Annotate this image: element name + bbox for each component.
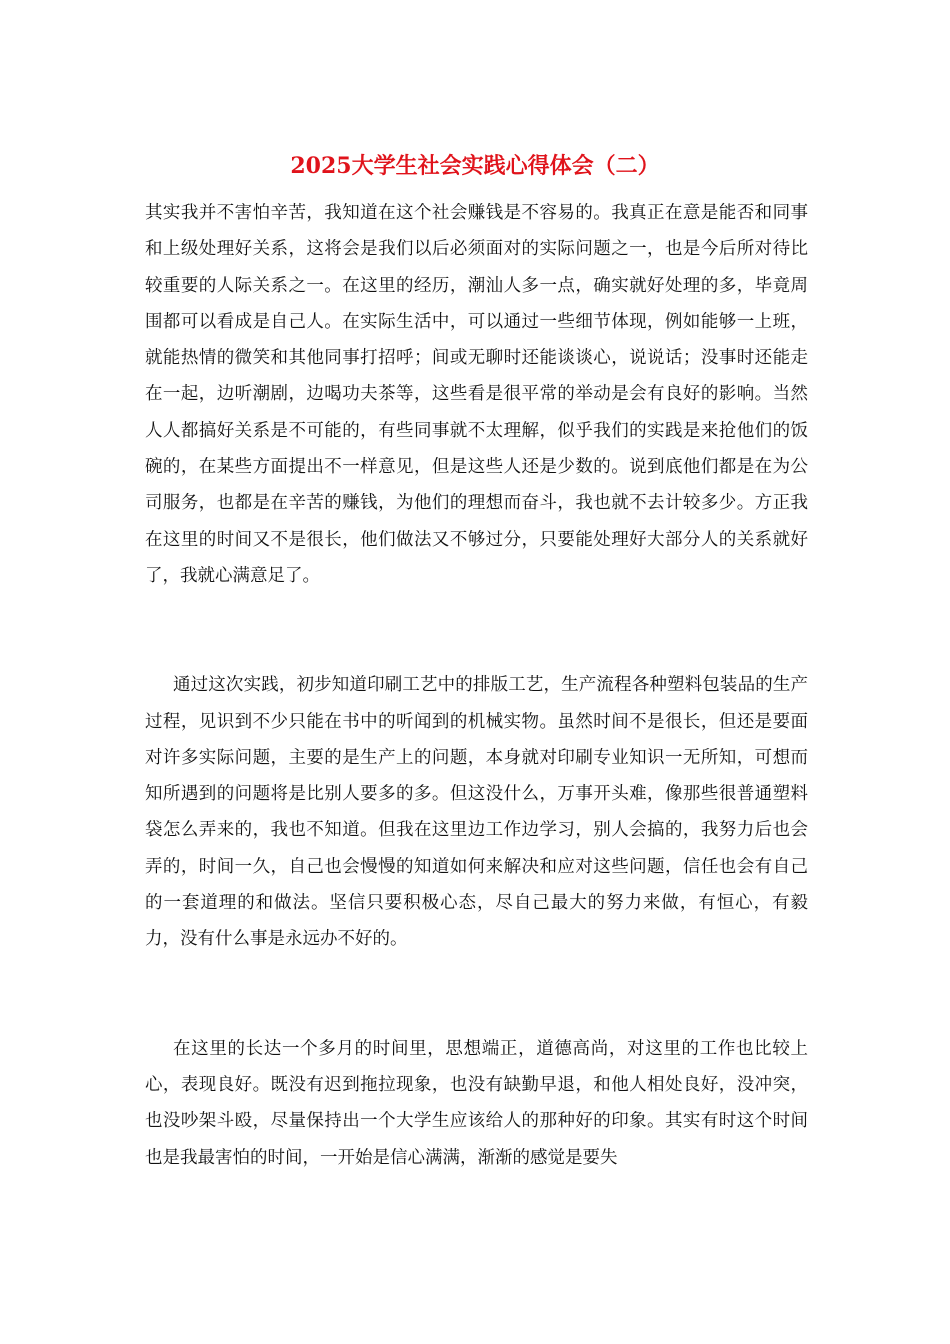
paragraph: 通过这次实践，初步知道印刷工艺中的排版工艺，生产流程各种塑料包装品的生产过程，见识到不少只能在书中的听闻到的机械实物。虽然时间不是很长，但还是要面对许多实际问题，主要的是生产上的问题，本身就对印刷专业知识一无所知，可想而知所遇到的问题将是比别人要多的多。但这没什么，万事开头难，像那些很普通塑料袋怎么弄来的，我也不知道。但我在这里边工作边学习，别人会搞的，我努力后也会弄的，时间一久，自己也会慢慢的知道如何来解决和应对这些问题，信任也会有自己的一套道理的和做法。坚信只要积极心态，尽自己最大的努力来做，有恒心，有毅力，没有什么事是永远办不好的。 [145,675,808,950]
paragraph-spacer [145,958,808,1031]
paragraph: 其实我并不害怕辛苦，我知道在这个社会赚钱是不容易的。我真正在意是能否和同事和上级处理好关系，这将会是我们以后必须面对的实际问题之一，也是今后所对待比较重要的人际关系之一。在这里的经历，潮汕人多一点，确实就好处理的多，毕竟周围都可以看成是自己人。在实际生活中，可以通过一些细节体现，例如能够一上班，就能热情的微笑和其他同事打招呼；间或无聊时还能谈谈心，说说话；没事时还能走在一起，边听潮剧，边喝功夫茶等，这些看是很平常的举动是会有良好的影响。当然人人都搞好关系是不可能的，有些同事就不太理解，似乎我们的实践是来抢他们的饭碗的，在某些方面提出不一样意见，但是这些人还是少数的。说到底他们都是在为公司服务，也都是在辛苦的赚钱，为他们的理想而奋斗，我也就不去计较多少。方正我在这里的时间又不是很长，他们做法又不够过分，只要能处理好大部分人的关系就好了，我就心满意足了。 [145,203,808,586]
document-title: 2025大学生社会实践心得体会（二） [290,153,660,179]
paragraph-spacer [145,594,808,667]
document-body [145,195,808,1176]
paragraph: 在这里的长达一个多月的时间里，思想端正，道德高尚，对这里的工作也比较上心，表现良好。既没有迟到拖拉现象，也没有缺勤早退，和他人相处良好，没冲突，也没吵架斗殴，尽量保持出一个大学生应该给人的那种好的印象。其实有时这个时间也是我最害怕的时间，一开始是信心满满，渐渐的感觉是要失 [145,1038,808,1168]
